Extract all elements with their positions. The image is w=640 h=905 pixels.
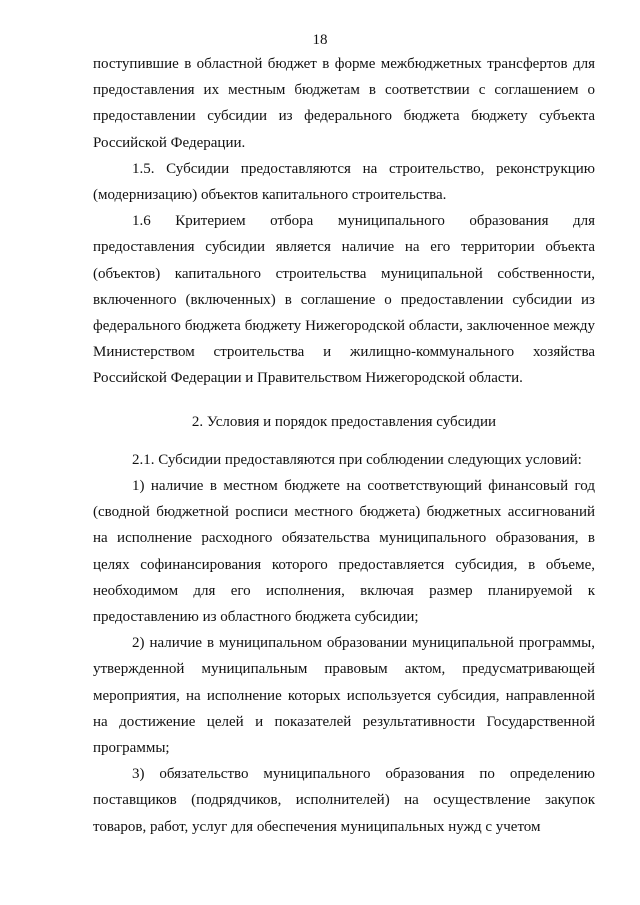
paragraph-1-6: 1.6 Критерием отбора муниципального образования для предоставления субсидии является наличие на его территории объекта (объектов) капитального строительства муниципальной собственности, включенного (включенных) в соглашение о предоставлении субсидии из федерального бюджета бюджету Нижегородской области, заключенное между Министерством строительства и жилищно-коммунального хозяйства Российской Федерации и Правительством Нижегородской области. [93, 213, 595, 387]
document-body [93, 51, 595, 840]
paragraph-continuation: поступившие в областной бюджет в форме межбюджетных трансфертов для предоставления их местным бюджетам в соответствии с соглашением о предоставлении субсидии из федерального бюджета бюджету субъекта Российской Федерации. [93, 56, 595, 151]
paragraph-condition-2: 2) наличие в муниципальном образовании муниципальной программы, утвержденной муниципальным правовым актом, предусматривающей мероприятия, на исполнение которых используется субсидия, направленной на достижение целей и показателей результативности Государственной программы; [93, 635, 595, 757]
spacer [93, 435, 595, 447]
paragraph-1-5: 1.5. Субсидии предоставляются на строительство, реконструкцию (модернизацию) объектов капитального строительства. [93, 160, 595, 204]
paragraph-condition-1: 1) наличие в местном бюджете на соответствующий финансовый год (сводной бюджетной росписи местного бюджета) бюджетных ассигнований на исполнение расходного обязательства муниципального образования, в целях софинансирования которого предоставляется субсидия, в объеме, необходимом для его исполнения, включая размер планируемой к предоставлению из областного бюджета субсидии; [93, 478, 595, 626]
paragraph-condition-3: 3) обязательство муниципального образования по определению поставщиков (подрядчиков, исполнителей) на осуществление закупок товаров, работ, услуг для обеспечения муниципальных нужд с учетом [93, 766, 595, 835]
spacer [93, 392, 595, 409]
paragraph-2-1: 2.1. Субсидии предоставляются при соблюдении следующих условий: [132, 451, 582, 468]
section-heading: 2. Условия и порядок предоставления субсидии [191, 413, 497, 430]
page-number: 18 [312, 32, 328, 48]
